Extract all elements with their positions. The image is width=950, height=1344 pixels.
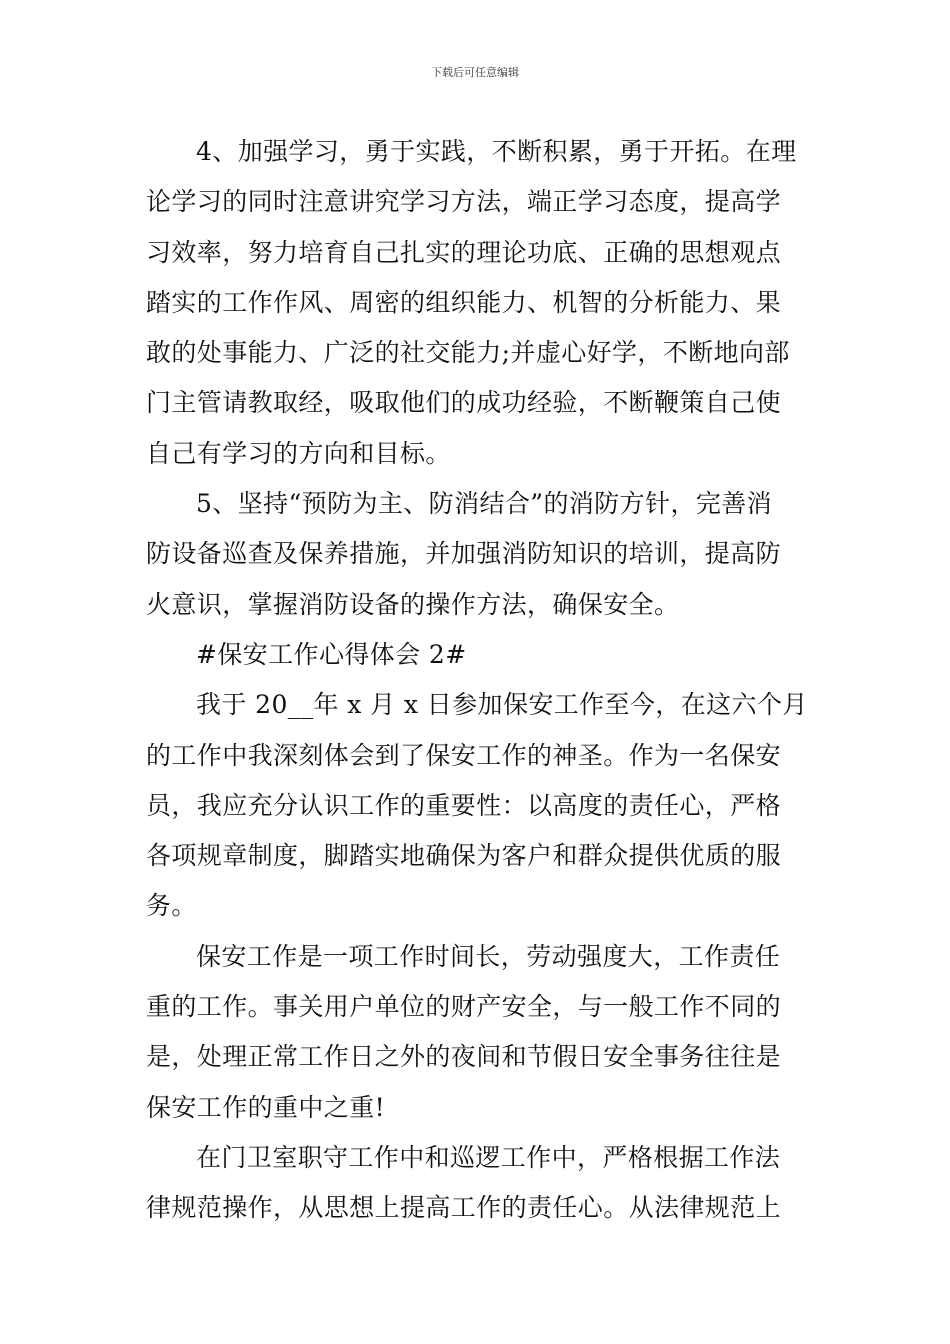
paragraph-3-line-5: 务。: [146, 891, 197, 921]
paragraph-3-line-1: 我于 20__年 x 月 x 日参加保安工作至今，在这六个月: [196, 690, 808, 720]
paragraph-1-line-6: 门主管请教取经，吸取他们的成功经验，不断鞭策自己使: [146, 388, 782, 418]
document-body: [146, 127, 810, 1234]
paragraph-1-line-3: 习效率，努力培育自己扎实的理论功底、正确的思想观点: [146, 237, 782, 267]
paragraph-3-line-3: 员，我应充分认识工作的重要性：以高度的责任心，严格: [146, 790, 782, 820]
paragraph-4-line-2: 重的工作。事关用户单位的财产安全，与一般工作不同的: [146, 992, 782, 1022]
paragraph-2-line-1: 5、坚持“预防为主、防消结合”的消防方针，完善消: [196, 489, 773, 519]
paragraph-1-line-7: 自己有学习的方向和目标。: [146, 438, 451, 468]
paragraph-1-line-2: 论学习的同时注意讲究学习方法，端正学习态度，提高学: [146, 187, 782, 217]
page-header: 下载后可任意编辑: [431, 66, 519, 79]
paragraph-3-line-2: 的工作中我深刻体会到了保安工作的神圣。作为一名保安: [146, 740, 782, 770]
paragraph-2-line-2: 防设备巡查及保养措施，并加强消防知识的培训，提高防: [146, 539, 782, 569]
paragraph-1-line-1: 4、加强学习，勇于实践，不断积累，勇于开拓。在理: [196, 137, 797, 166]
paragraph-1-line-4: 踏实的工作作风、周密的组织能力、机智的分析能力、果: [146, 287, 782, 317]
paragraph-2-line-3: 火意识，掌握消防设备的操作方法，确保安全。: [146, 589, 680, 619]
paragraph-1-line-5: 敢的处事能力、广泛的社交能力;并虚心好学，不断地向部: [146, 338, 790, 368]
paragraph-3-line-4: 各项规章制度，脚踏实地确保为客户和群众提供优质的服: [146, 841, 782, 871]
paragraph-5-line-2: 律规范操作，从思想上提高工作的责任心。从法律规范上: [146, 1193, 782, 1223]
paragraph-4-line-3: 是，处理正常工作日之外的夜间和节假日安全事务往往是: [146, 1042, 782, 1072]
paragraph-4-line-4: 保安工作的重中之重!: [146, 1092, 386, 1122]
paragraph-5-line-1: 在门卫室职守工作中和巡逻工作中，严格根据工作法: [196, 1142, 781, 1172]
section-heading: #保安工作心得体会 2#: [196, 639, 467, 669]
paragraph-4-line-1: 保安工作是一项工作时间长，劳动强度大，工作责任: [196, 941, 781, 971]
